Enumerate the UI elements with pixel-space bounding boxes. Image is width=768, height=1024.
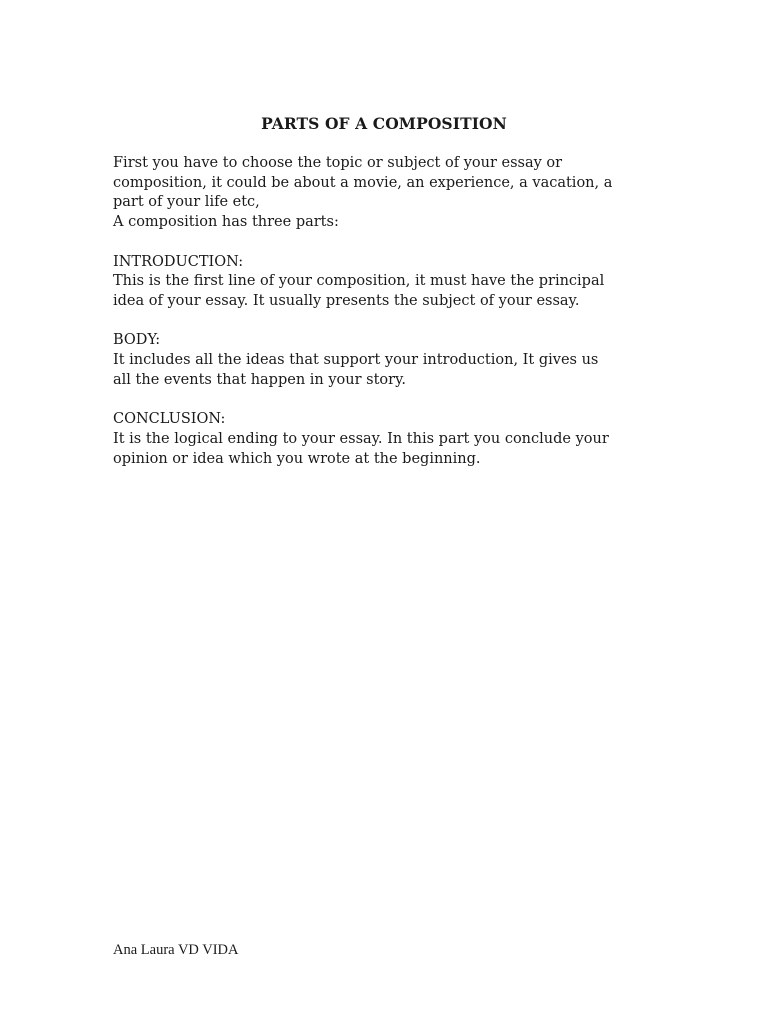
intro-line: First you have to choose the topic or subject of your essay or [113,155,563,171]
section-line: It is the logical ending to your essay. In this part you conclude your [113,430,609,447]
section-line: idea of your essay. It usually presents the subject of your essay. [113,292,580,309]
section-heading: INTRODUCTION: [113,253,244,270]
intro-line: part of your life etc, [113,194,260,211]
intro-paragraph [113,154,673,233]
intro-line: composition, it could be about a movie, an experience, a vacation, a [113,174,613,191]
section-conclusion [113,410,673,469]
document-footer: Ana Laura VD VIDA [113,942,239,958]
section-line: all the events that happen in your story. [113,371,406,388]
document-body [113,154,673,489]
section-line: This is the first line of your composition, it must have the principal [113,273,605,290]
section-introduction [113,253,673,312]
intro-line: A composition has three parts: [113,214,339,231]
section-line: It includes all the ideas that support your introduction, It gives us [113,352,599,368]
section-heading: BODY: [113,332,161,349]
section-line: opinion or idea which you wrote at the beginning. [113,450,481,467]
section-body [113,331,673,390]
section-heading: CONCLUSION: [113,411,226,428]
document-title: PARTS OF A COMPOSITION [261,114,507,133]
